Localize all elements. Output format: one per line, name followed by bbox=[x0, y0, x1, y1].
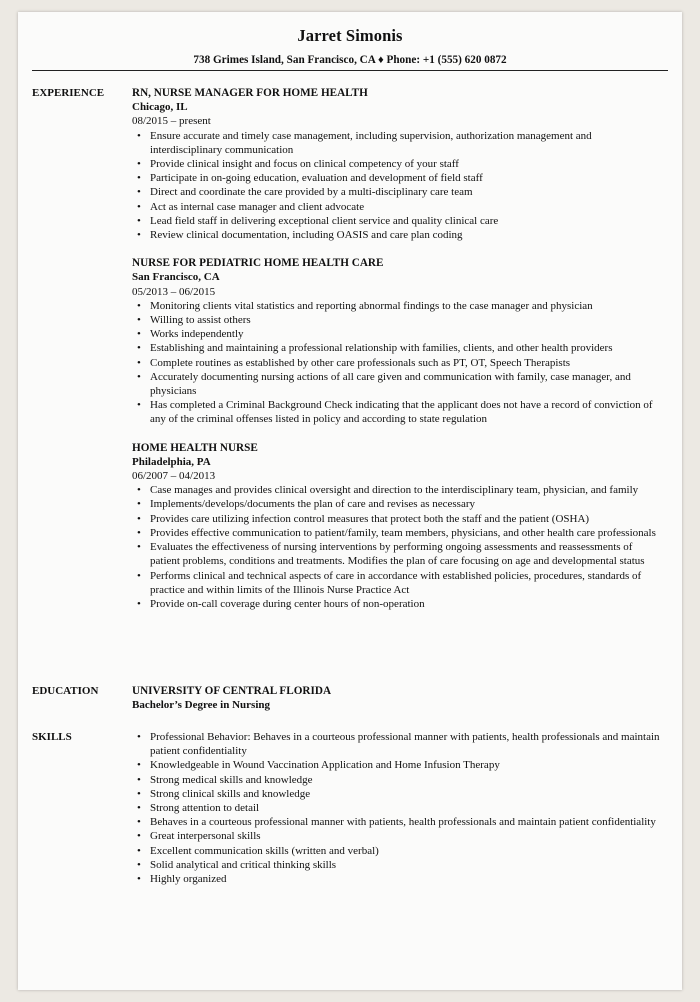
list-item: • Strong clinical skills and knowledge bbox=[150, 787, 662, 801]
list-item: • Strong attention to detail bbox=[150, 801, 662, 815]
list-item: • Performs clinical and technical aspects of care in accordance with established policies, procedures, standards of practice and within limits of the Illinois Nurse Practice Act bbox=[150, 569, 662, 597]
list-item: • Establishing and maintaining a professional relationship with families, clients, and other health providers bbox=[150, 341, 662, 355]
skills-list bbox=[132, 730, 662, 886]
list-item: • Evaluates the effectiveness of nursing interventions by performing ongoing assessments and reassessments of patient problems, conditions and treatments. Modifies the plan of care focusing on age and developmental status bbox=[150, 540, 662, 568]
list-item: • Strong medical skills and knowledge bbox=[150, 773, 662, 787]
list-item: • Provides effective communication to patient/family, team members, physicians, and other health care professionals bbox=[150, 526, 662, 540]
list-item: • Case manages and provides clinical oversight and direction to the interdisciplinary team, physician, and family bbox=[150, 483, 662, 497]
list-item: • Ensure accurate and timely case management, including supervision, authorization management and interdisciplinary communication bbox=[150, 129, 662, 157]
header-divider bbox=[32, 70, 668, 71]
list-item: • Direct and coordinate the care provided by a multi-disciplinary care team bbox=[150, 185, 662, 199]
job-entry bbox=[132, 256, 662, 426]
degree: Bachelor’s Degree in Nursing bbox=[132, 699, 270, 712]
list-item: • Accurately documenting nursing actions of all care given and communication with family, case manager, and physicians bbox=[150, 370, 662, 398]
list-item: • Highly organized bbox=[150, 872, 662, 886]
job-entry bbox=[132, 441, 662, 611]
list-item: • Provides care utilizing infection control measures that protect both the staff and the patient (OSHA) bbox=[150, 512, 662, 526]
job-dates: 08/2015 – present bbox=[132, 115, 211, 128]
list-item: • Behaves in a courteous professional manner with patients, health professionals and maintain patient confidentiality bbox=[150, 815, 662, 829]
list-item: • Participate in on-going education, evaluation and development of field staff bbox=[150, 171, 662, 185]
contact-line: 738 Grimes Island, San Francisco, CA ♦ Phone: +1 (555) 620 0872 bbox=[193, 54, 507, 66]
job-dates: 05/2013 – 06/2015 bbox=[132, 285, 216, 298]
job-entry bbox=[132, 86, 662, 242]
job-title: RN, NURSE MANAGER FOR HOME HEALTH bbox=[132, 87, 368, 99]
resume-header bbox=[18, 26, 682, 66]
experience-section bbox=[132, 86, 662, 625]
school-name: UNIVERSITY OF CENTRAL FLORIDA bbox=[132, 685, 332, 697]
job-location: Philadelphia, PA bbox=[132, 455, 211, 468]
job-dates: 06/2007 – 04/2013 bbox=[132, 470, 216, 483]
job-bullets bbox=[132, 299, 662, 427]
list-item: • Works independently bbox=[150, 327, 662, 341]
job-bullets bbox=[132, 129, 662, 243]
list-item: • Willing to assist others bbox=[150, 313, 662, 327]
list-item: • Solid analytical and critical thinking skills bbox=[150, 858, 662, 872]
job-location: Chicago, IL bbox=[132, 101, 188, 114]
list-item: • Provide clinical insight and focus on clinical competency of your staff bbox=[150, 157, 662, 171]
resume-page bbox=[18, 12, 682, 990]
list-item: • Review clinical documentation, including OASIS and care plan coding bbox=[150, 228, 662, 242]
list-item: • Implements/develops/documents the plan of care and revises as necessary bbox=[150, 497, 662, 511]
education-label: EDUCATION bbox=[32, 685, 99, 697]
education-section bbox=[132, 684, 662, 712]
experience-label: EXPERIENCE bbox=[32, 87, 105, 99]
list-item: • Great interpersonal skills bbox=[150, 829, 662, 843]
list-item: • Lead field staff in delivering exceptional client service and quality clinical care bbox=[150, 214, 662, 228]
list-item: • Complete routines as established by other care professionals such as PT, OT, Speech Therapists bbox=[150, 356, 662, 370]
list-item: • Knowledgeable in Wound Vaccination Application and Home Infusion Therapy bbox=[150, 758, 662, 772]
list-item: • Provide on-call coverage during center hours of non-operation bbox=[150, 597, 662, 611]
list-item: • Monitoring clients vital statistics and reporting abnormal findings to the case manager and physician bbox=[150, 299, 662, 313]
job-bullets bbox=[132, 483, 662, 611]
list-item: • Act as internal case manager and client advocate bbox=[150, 200, 662, 214]
skills-section bbox=[132, 730, 662, 886]
list-item: • Professional Behavior: Behaves in a courteous professional manner with patients, health professionals and maintain patient confidentiality bbox=[150, 730, 662, 758]
candidate-name: Jarret Simonis bbox=[297, 26, 403, 45]
job-title: NURSE FOR PEDIATRIC HOME HEALTH CARE bbox=[132, 257, 384, 270]
list-item: • Has completed a Criminal Background Check indicating that the applicant does not have a record of conviction of any of the criminal offenses listed in policy and according to state regulation bbox=[150, 398, 662, 426]
job-title: HOME HEALTH NURSE bbox=[132, 441, 258, 454]
list-item: • Excellent communication skills (written and verbal) bbox=[150, 844, 662, 858]
skills-label: SKILLS bbox=[32, 731, 72, 743]
job-location: San Francisco, CA bbox=[132, 271, 220, 284]
